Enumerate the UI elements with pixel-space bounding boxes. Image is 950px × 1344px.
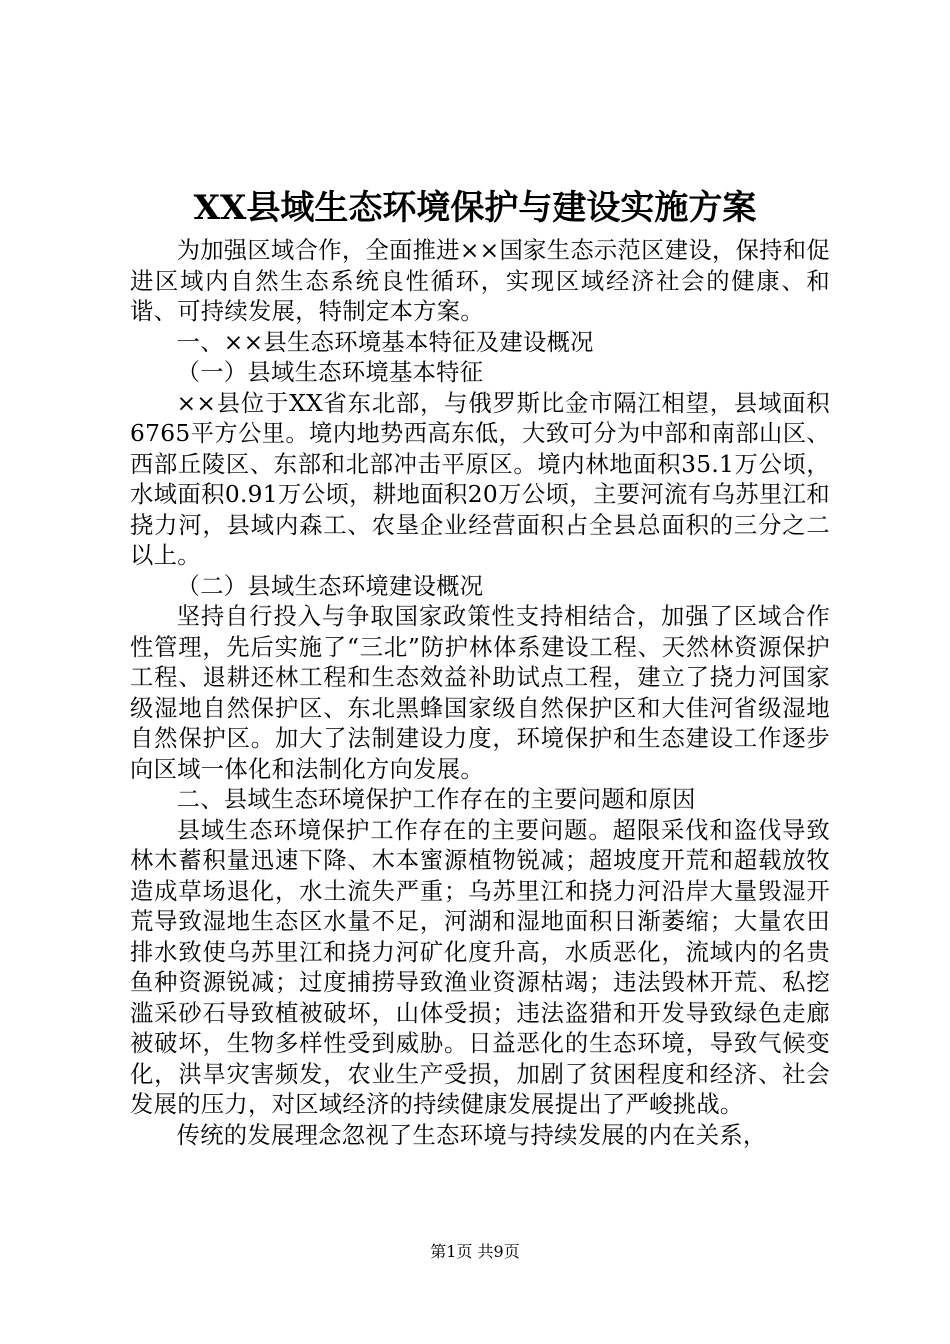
subsection-heading-1-1: （一）县域生态环境基本特征 bbox=[176, 359, 484, 386]
body-paragraph: ××县位于XX省东北部，与俄罗斯比金市隔江相望，县域面积6765平方公里。境内地势西高东低，大致可分为中部和南部山区、西部丘陵区、东部和北部冲击平原区。境内林地面积35.1万公顷，水域面积0.91万公顷，耕地面积20万公顷，主要河流有乌苏里江和挠力河，县域内森工、农垦企业经营面积占全县总面积的三分之二以上。 bbox=[130, 389, 830, 569]
page-footer: 第1页 共9页 bbox=[430, 1242, 520, 1261]
section-heading-2: 二、县域生态环境保护工作存在的主要问题和原因 bbox=[176, 786, 696, 813]
section-heading-1: 一、××县生态环境基本特征及建设概况 bbox=[176, 328, 594, 356]
subsection-heading-1-2: （二）县域生态环境建设概况 bbox=[176, 572, 484, 600]
document-title: XX县域生态环境保护与建设实施方案 bbox=[193, 188, 757, 228]
body-paragraph: 县域生态环境保护工作存在的主要问题。超限采伐和盗伐导致林木蓄积量迅速下降、木本蜜源植物锐减；超坡度开荒和超载放牧造成草场退化，水土流失严重；乌苏里江和挠力河沿岸大量毁湿开荒导致湿地生态区水量不足，河湖和湿地面积日渐萎缩；大量农田排水致使乌苏里江和挠力河矿化度升高，水质恶化，流域内的名贵鱼种资源锐减；过度捕捞导致渔业资源枯竭；违法毁林开荒、私挖滥采砂石导致植被破坏，山体受损；违法盗猎和开发导致绿色走廊被破坏，生物多样性受到威胁。日益恶化的生态环境，导致气候变化，洪旱灾害频发，农业生产受损，加剧了贫困程度和经济、社会发展的压力，对区域经济的持续健康发展提出了严峻挑战。 bbox=[130, 816, 830, 1118]
intro-paragraph: 为加强区域合作，全面推进××国家生态示范区建设，保持和促进区域内自然生态系统良性循环，实现区域经济社会的健康、和谐、可持续发展，特制定本方案。 bbox=[130, 237, 830, 325]
body-paragraph: 坚持自行投入与争取国家政策性支持相结合，加强了区域合作性管理，先后实施了“三北”防护林体系建设工程、天然林资源保护工程、退耕还林工程和生态效益补助试点工程，建立了挠力河国家级湿地自然保护区、东北黑蜂国家级自然保护区和大佳河省级湿地自然保护区。加大了法制建设力度，环境保护和生态建设工作逐步向区域一体化和法制化方向发展。 bbox=[130, 603, 830, 783]
document-body bbox=[130, 236, 830, 1151]
body-paragraph: 传统的发展理念忽视了生态环境与持续发展的内在关系， bbox=[176, 1121, 767, 1149]
